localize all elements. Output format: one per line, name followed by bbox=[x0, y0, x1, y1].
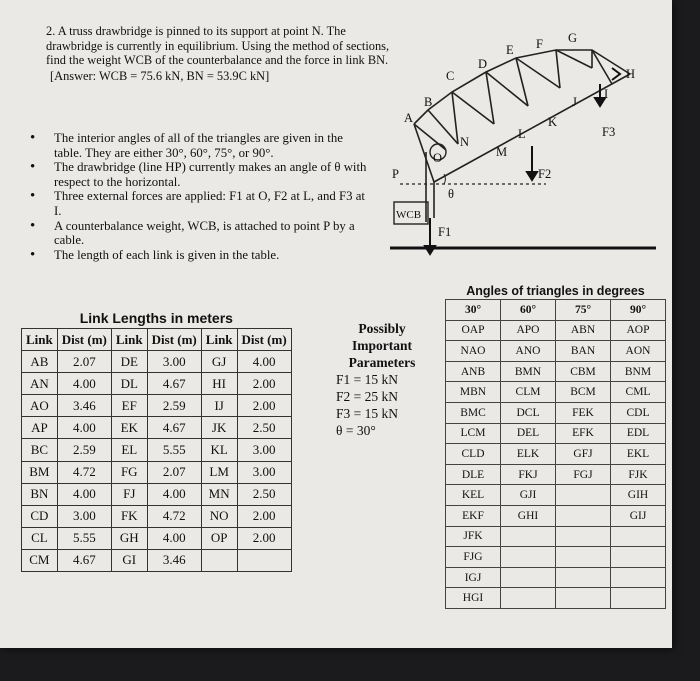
problem-text: 2. A truss drawbridge is pinned to its support at point N. The drawbridge is currently in equilibrium. Using the method of sections, find the weight WCB of the counterbalance and the force in link BN. bbox=[46, 24, 390, 67]
hint-item: • A counterbalance weight, WCB, is attached to point P by a cable. bbox=[30, 219, 370, 248]
table-cell: DEL bbox=[501, 423, 556, 444]
table-cell: 4.00 bbox=[57, 417, 111, 439]
table-cell: 4.00 bbox=[237, 351, 291, 373]
table-cell bbox=[501, 547, 556, 568]
h-arrowhead bbox=[612, 68, 620, 80]
column-header: 30° bbox=[446, 300, 501, 321]
table-cell: OAP bbox=[446, 320, 501, 341]
table-cell: ANO bbox=[501, 341, 556, 362]
table-cell bbox=[611, 547, 666, 568]
table-cell: 5.55 bbox=[147, 439, 201, 461]
table-cell: AOP bbox=[611, 320, 666, 341]
table-cell: JFK bbox=[446, 526, 501, 547]
table-cell: IJ bbox=[201, 395, 237, 417]
param-theta: θ = 30° bbox=[336, 423, 376, 438]
link-table-row bbox=[22, 395, 292, 417]
column-header: Link bbox=[111, 329, 147, 351]
table-cell: NAO bbox=[446, 341, 501, 362]
angles-table-body bbox=[446, 320, 666, 608]
link-lengths-table bbox=[21, 310, 292, 572]
table-cell bbox=[556, 588, 611, 609]
table-cell: KEL bbox=[446, 485, 501, 506]
table-cell: ABN bbox=[556, 320, 611, 341]
table-cell: DE bbox=[111, 351, 147, 373]
table-cell: HGI bbox=[446, 588, 501, 609]
table-cell bbox=[201, 549, 237, 571]
table-cell: APO bbox=[501, 320, 556, 341]
link-table-row bbox=[22, 351, 292, 373]
table-cell: EDL bbox=[611, 423, 666, 444]
table-cell: EF bbox=[111, 395, 147, 417]
table-cell bbox=[556, 526, 611, 547]
table-cell: GIH bbox=[611, 485, 666, 506]
label-j: J bbox=[572, 95, 577, 109]
angles-table-row bbox=[446, 567, 666, 588]
table-cell: 2.07 bbox=[57, 351, 111, 373]
link-table-title: Link Lengths in meters bbox=[79, 310, 233, 326]
table-cell: KL bbox=[201, 439, 237, 461]
table-cell: GI bbox=[111, 549, 147, 571]
table-cell: CDL bbox=[611, 402, 666, 423]
angles-table-row bbox=[446, 547, 666, 568]
table-cell: OP bbox=[201, 527, 237, 549]
label-d: D bbox=[478, 57, 488, 71]
table-cell: NO bbox=[201, 505, 237, 527]
table-cell: 4.72 bbox=[147, 505, 201, 527]
table-cell: DL bbox=[111, 373, 147, 395]
table-cell: GH bbox=[111, 527, 147, 549]
label-i: I bbox=[604, 87, 609, 101]
table-cell: HI bbox=[201, 373, 237, 395]
table-cell: 2.00 bbox=[237, 373, 291, 395]
table-cell: 3.46 bbox=[147, 549, 201, 571]
table-cell: DCL bbox=[501, 402, 556, 423]
table-cell: BN bbox=[22, 483, 58, 505]
answer-text: [Answer: WCB = 75.6 kN, BN = 53.9C kN] bbox=[50, 68, 270, 83]
angles-table-row bbox=[446, 485, 666, 506]
table-cell: GHI bbox=[501, 505, 556, 526]
link-table-row bbox=[22, 549, 292, 571]
table-cell: 2.59 bbox=[57, 439, 111, 461]
param-f3: F3 = 15 kN bbox=[336, 406, 398, 421]
table-cell: 4.67 bbox=[147, 373, 201, 395]
table-cell: BAN bbox=[556, 341, 611, 362]
angles-table-row bbox=[446, 423, 666, 444]
column-header: Link bbox=[201, 329, 237, 351]
table-cell: FJK bbox=[611, 464, 666, 485]
table-cell bbox=[556, 567, 611, 588]
label-m: M bbox=[496, 145, 508, 159]
table-cell: 3.00 bbox=[237, 461, 291, 483]
table-cell: CM bbox=[22, 549, 58, 571]
table-cell: BMC bbox=[446, 402, 501, 423]
label-c: C bbox=[446, 69, 455, 83]
table-cell: BMN bbox=[501, 361, 556, 382]
table-cell: 4.00 bbox=[57, 373, 111, 395]
angles-table-row bbox=[446, 402, 666, 423]
table-cell: AP bbox=[22, 417, 58, 439]
table-cell: GJ bbox=[201, 351, 237, 373]
table-cell bbox=[501, 567, 556, 588]
table-cell: BNM bbox=[611, 361, 666, 382]
table-cell: GJI bbox=[501, 485, 556, 506]
table-cell: FG bbox=[111, 461, 147, 483]
table-cell: 3.00 bbox=[57, 505, 111, 527]
link-table-row bbox=[22, 461, 292, 483]
table-cell bbox=[237, 549, 291, 571]
table-cell: FKJ bbox=[501, 464, 556, 485]
table-cell: AO bbox=[22, 395, 58, 417]
table-cell: LCM bbox=[446, 423, 501, 444]
column-header: 90° bbox=[611, 300, 666, 321]
angles-header-row bbox=[446, 300, 666, 321]
table-cell: 4.67 bbox=[57, 549, 111, 571]
table-cell: BCM bbox=[556, 382, 611, 403]
table-cell: ELK bbox=[501, 444, 556, 465]
angles-table-title: Angles of triangles in degrees bbox=[466, 284, 645, 298]
label-p: P bbox=[392, 167, 399, 181]
table-cell: 4.67 bbox=[147, 417, 201, 439]
param-f2: F2 = 25 kN bbox=[336, 389, 398, 404]
column-header: Dist (m) bbox=[57, 329, 111, 351]
parameters-title-3: Parameters bbox=[348, 355, 416, 370]
column-header: 60° bbox=[501, 300, 556, 321]
table-cell: FK bbox=[111, 505, 147, 527]
table-cell bbox=[611, 526, 666, 547]
angles-table bbox=[445, 284, 666, 609]
label-e: E bbox=[506, 43, 514, 57]
angles-table-row bbox=[446, 444, 666, 465]
link-table-row bbox=[22, 505, 292, 527]
table-cell: 4.72 bbox=[57, 461, 111, 483]
table-cell: AB bbox=[22, 351, 58, 373]
table-cell: CBM bbox=[556, 361, 611, 382]
label-f: F bbox=[536, 37, 543, 51]
table-cell: JK bbox=[201, 417, 237, 439]
link-table-row bbox=[22, 373, 292, 395]
link-table-row bbox=[22, 417, 292, 439]
parameters-box bbox=[336, 320, 428, 439]
table-cell: 2.00 bbox=[237, 527, 291, 549]
label-f3: F3 bbox=[602, 125, 616, 139]
label-b: B bbox=[424, 95, 433, 109]
link-table-row bbox=[22, 527, 292, 549]
table-cell: 2.00 bbox=[237, 505, 291, 527]
column-header: Link bbox=[22, 329, 58, 351]
angles-table-row bbox=[446, 361, 666, 382]
angles-table-row bbox=[446, 526, 666, 547]
table-cell bbox=[556, 505, 611, 526]
table-cell: LM bbox=[201, 461, 237, 483]
column-header: 75° bbox=[556, 300, 611, 321]
label-k: K bbox=[548, 115, 558, 129]
hint-item: • The drawbridge (line HP) currently makes an angle of θ with respect to the horizontal. bbox=[30, 160, 370, 189]
table-cell bbox=[611, 588, 666, 609]
table-cell: 3.00 bbox=[147, 351, 201, 373]
table-cell: 4.00 bbox=[147, 483, 201, 505]
problem-statement bbox=[46, 24, 396, 83]
table-cell: CD bbox=[22, 505, 58, 527]
table-cell: AON bbox=[611, 341, 666, 362]
hints-list bbox=[30, 131, 370, 262]
label-wcb: WCB bbox=[396, 209, 422, 221]
table-cell: CL bbox=[22, 527, 58, 549]
label-f1: F1 bbox=[438, 225, 452, 239]
label-n: N bbox=[460, 135, 470, 149]
table-cell bbox=[501, 588, 556, 609]
parameters-title-1: Possibly bbox=[358, 321, 406, 336]
label-f2: F2 bbox=[538, 167, 552, 181]
angles-table-row bbox=[446, 588, 666, 609]
table-cell: EL bbox=[111, 439, 147, 461]
table-cell: FGJ bbox=[556, 464, 611, 485]
link-table-row bbox=[22, 439, 292, 461]
label-a: A bbox=[404, 111, 414, 125]
table-cell: EK bbox=[111, 417, 147, 439]
table-cell: CLM bbox=[501, 382, 556, 403]
angles-table-row bbox=[446, 464, 666, 485]
table-cell: 2.59 bbox=[147, 395, 201, 417]
table-cell: EFK bbox=[556, 423, 611, 444]
table-cell bbox=[611, 567, 666, 588]
table-cell: DLE bbox=[446, 464, 501, 485]
angles-table-row bbox=[446, 382, 666, 403]
table-cell: EKF bbox=[446, 505, 501, 526]
table-cell: 4.00 bbox=[147, 527, 201, 549]
table-cell: ANB bbox=[446, 361, 501, 382]
table-cell bbox=[501, 526, 556, 547]
link-table-row bbox=[22, 483, 292, 505]
param-f1: F1 = 15 kN bbox=[336, 372, 398, 387]
table-cell: FJG bbox=[446, 547, 501, 568]
hint-item: • Three external forces are applied: F1 at O, F2 at L, and F3 at I. bbox=[30, 189, 370, 218]
theta-arc bbox=[444, 174, 445, 184]
label-l: L bbox=[518, 127, 526, 141]
label-theta: θ bbox=[448, 187, 454, 201]
table-cell: 3.46 bbox=[57, 395, 111, 417]
table-cell: CLD bbox=[446, 444, 501, 465]
table-cell: IGJ bbox=[446, 567, 501, 588]
table-cell: CML bbox=[611, 382, 666, 403]
column-header: Dist (m) bbox=[147, 329, 201, 351]
table-cell: AN bbox=[22, 373, 58, 395]
table-cell: EKL bbox=[611, 444, 666, 465]
table-cell: 2.50 bbox=[237, 483, 291, 505]
table-cell: MN bbox=[201, 483, 237, 505]
label-o: O bbox=[433, 151, 443, 165]
table-cell: 5.55 bbox=[57, 527, 111, 549]
label-g: G bbox=[568, 31, 578, 45]
table-cell: FEK bbox=[556, 402, 611, 423]
table-cell: MBN bbox=[446, 382, 501, 403]
hint-item: • The interior angles of all of the triangles are given in the table. They are either 30°, 60°, 75°, or 90°. bbox=[30, 131, 370, 160]
table-cell: 2.00 bbox=[237, 395, 291, 417]
f2-arrowhead bbox=[527, 172, 537, 180]
label-h: H bbox=[626, 67, 636, 81]
truss-diagram bbox=[386, 22, 662, 262]
parameters-title-2: Important bbox=[352, 338, 412, 353]
table-cell: 2.07 bbox=[147, 461, 201, 483]
table-cell: GIJ bbox=[611, 505, 666, 526]
table-cell: 3.00 bbox=[237, 439, 291, 461]
column-header: Dist (m) bbox=[237, 329, 291, 351]
table-cell: GFJ bbox=[556, 444, 611, 465]
table-cell bbox=[556, 547, 611, 568]
table-cell: FJ bbox=[111, 483, 147, 505]
table-cell bbox=[556, 485, 611, 506]
angles-table-row bbox=[446, 320, 666, 341]
angles-table-row bbox=[446, 341, 666, 362]
link-table-body bbox=[22, 351, 292, 572]
hint-item: • The length of each link is given in the table. bbox=[30, 248, 370, 263]
table-cell: BC bbox=[22, 439, 58, 461]
link-table-header-row bbox=[22, 329, 292, 351]
table-cell: BM bbox=[22, 461, 58, 483]
table-cell: 2.50 bbox=[237, 417, 291, 439]
angles-table-row bbox=[446, 505, 666, 526]
table-cell: 4.00 bbox=[57, 483, 111, 505]
